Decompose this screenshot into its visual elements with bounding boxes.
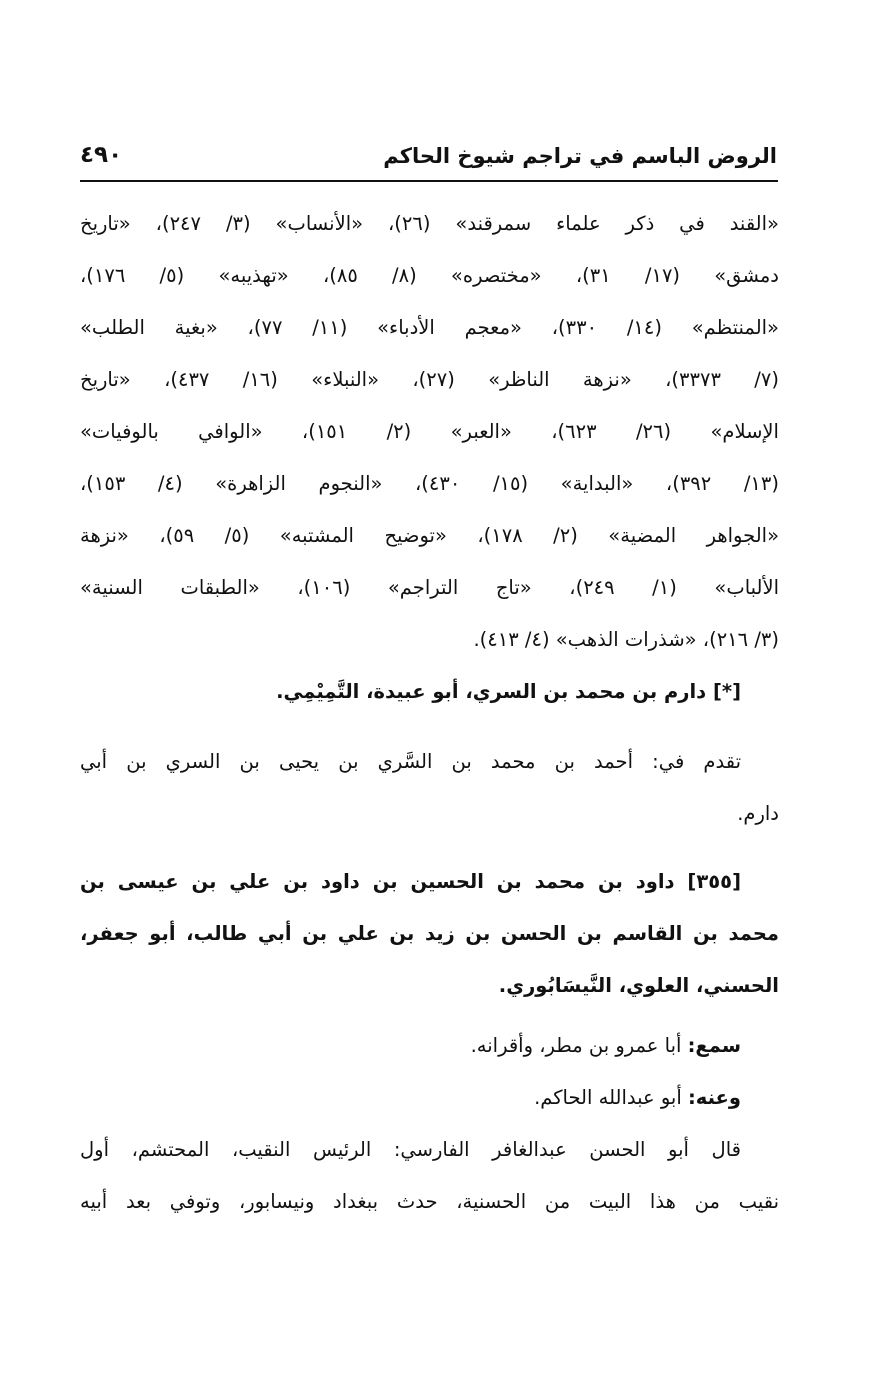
text-line: (٧/ ٣٣٧٣)، «نزهة الناظر» (٢٧)، «النبلاء» (١٦/ ٤٣٧)، «تاريخ bbox=[80, 368, 779, 391]
heading-line: الحسني، العلوي، النَّيسَابُوري. bbox=[498, 974, 779, 997]
text-line: «القند في ذكر علماء سمرقند» (٢٦)، «الأنساب» (٣/ ٢٤٧)، «تاريخ bbox=[80, 212, 779, 235]
text-line: قال أبو الحسن عبدالغافر الفارسي: الرئيس النقيب، المحتشم، أول bbox=[80, 1138, 741, 1161]
narrators-text: أبو عبدالله الحاكم. bbox=[534, 1086, 682, 1109]
text-line: نقيب من هذا البيت من الحسنية، حدث ببغداد ونيسابور، وتوفي بعد أبيه bbox=[80, 1190, 779, 1213]
heard-from-label: سمع: bbox=[687, 1034, 741, 1057]
text-line: «الجواهر المضية» (٢/ ١٧٨)، «توضيح المشتبه» (٥/ ٥٩)، «نزهة bbox=[80, 524, 779, 547]
cross-reference-heading bbox=[80, 666, 779, 718]
text-line: تقدم في: أحمد بن محمد بن السَّري بن يحيى بن السري بن أبي bbox=[80, 750, 741, 773]
narrators-line bbox=[80, 1072, 779, 1124]
heading-line: [*] دارم بن محمد بن السري، أبو عبيدة، التَّمِيْمِي. bbox=[276, 680, 741, 703]
header-rule bbox=[80, 180, 778, 182]
text-line: دارم. bbox=[737, 802, 779, 825]
running-header bbox=[80, 138, 777, 180]
cross-reference-note bbox=[80, 736, 779, 840]
references-paragraph bbox=[80, 198, 779, 666]
heading-line: محمد بن القاسم بن الحسن بن زيد بن علي بن أبي طالب، أبو جعفر، bbox=[80, 922, 779, 945]
narrators-label: وعنه: bbox=[687, 1086, 741, 1109]
heard-from-text: أبا عمرو بن مطر، وأقرانه. bbox=[470, 1034, 682, 1057]
text-line: الإسلام» (٢٦/ ٦٢٣)، «العبر» (٢/ ١٥١)، «الوافي بالوفيات» bbox=[80, 420, 779, 443]
heard-from-line bbox=[80, 1020, 779, 1072]
text-line: «المنتظم» (١٤/ ٣٣٠)، «معجم الأدباء» (١١/ ٧٧)، «بغية الطلب» bbox=[80, 316, 779, 339]
entry-355-heading bbox=[80, 856, 779, 1012]
text-line: (٣/ ٢١٦)، «شذرات الذهب» (٤/ ٤١٣). bbox=[473, 628, 779, 651]
text-line: الألباب» (١/ ٢٤٩)، «تاج التراجم» (١٠٦)، «الطبقات السنية» bbox=[80, 576, 780, 599]
text-line: (١٣/ ٣٩٢)، «البداية» (١٥/ ٤٣٠)، «النجوم الزاهرة» (٤/ ١٥٣)، bbox=[80, 472, 779, 495]
heading-line: [٣٥٥] داود بن محمد بن الحسين بن داود بن علي بن عيسى بن bbox=[80, 870, 741, 893]
text-line: دمشق» (١٧/ ٣١)، «مختصره» (٨/ ٨٥)، «تهذيبه» (٥/ ١٧٦)، bbox=[80, 264, 779, 287]
book-title: الروض الباسم في تراجم شيوخ الحاكم bbox=[383, 144, 777, 168]
page-number: ٤٩٠ bbox=[80, 142, 123, 168]
entry-355-body bbox=[80, 1020, 779, 1228]
